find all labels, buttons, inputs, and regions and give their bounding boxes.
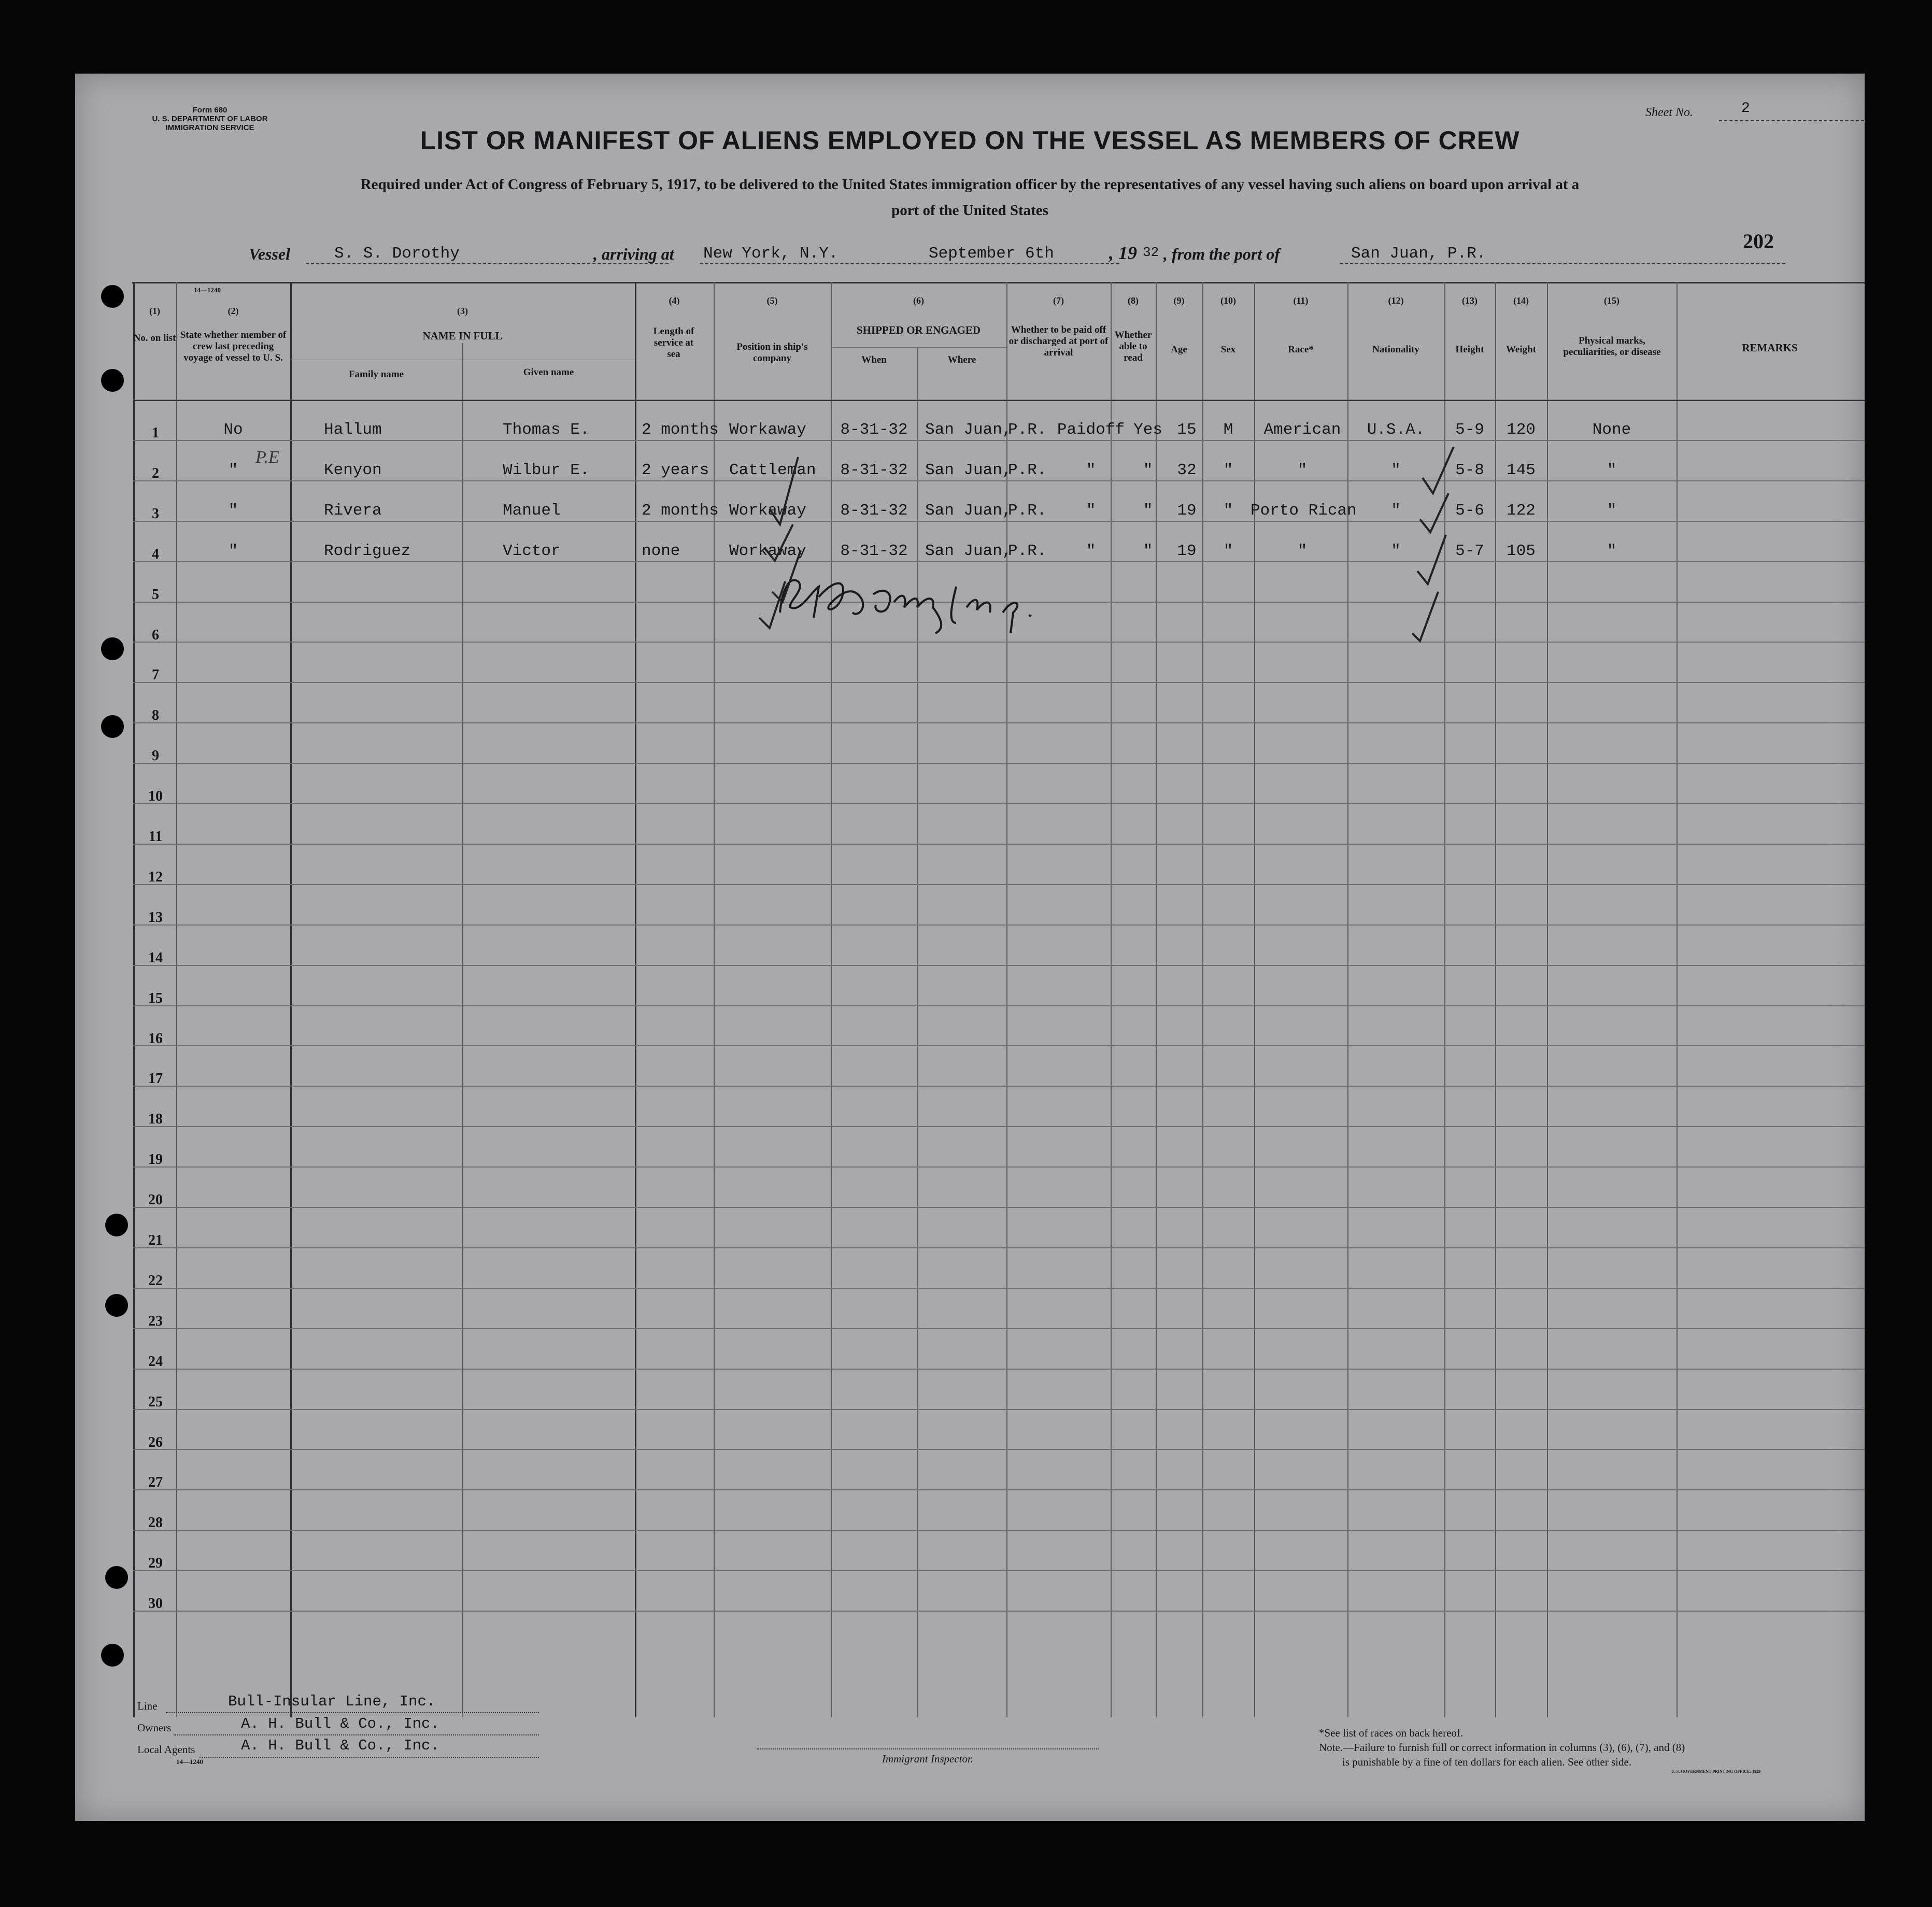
row-number: 23 bbox=[148, 1313, 163, 1329]
row-line bbox=[133, 1409, 1865, 1410]
weight-cell: 105 bbox=[1507, 542, 1536, 560]
able-to-read-cell: Yes bbox=[1133, 421, 1162, 439]
owners-fill bbox=[174, 1734, 539, 1735]
owners-label: Owners bbox=[137, 1721, 172, 1734]
col-14-number: (14) bbox=[1513, 295, 1529, 306]
col-4-number: (4) bbox=[669, 295, 680, 306]
row-number: 8 bbox=[152, 707, 159, 723]
col-2-header: State whether member of crew last preceding voyage of vessel to U. S. bbox=[180, 330, 287, 363]
sheet-number: 2 bbox=[1741, 101, 1750, 117]
row-number: 30 bbox=[148, 1596, 163, 1612]
col-12-number: (12) bbox=[1388, 295, 1404, 306]
row-number: 24 bbox=[148, 1354, 163, 1370]
binder-hole bbox=[101, 285, 124, 308]
vessel-name: S. S. Dorothy bbox=[334, 245, 460, 263]
col-line bbox=[176, 282, 177, 1717]
shipped-where-cell: San Juan, bbox=[925, 421, 1012, 439]
given-name-cell: Victor bbox=[503, 542, 561, 560]
nationality-cell: " bbox=[1391, 502, 1401, 520]
row-number: 26 bbox=[148, 1434, 163, 1450]
family-name-cell: Hallum bbox=[324, 421, 382, 439]
sex-cell: " bbox=[1223, 542, 1233, 560]
inspector-fill bbox=[757, 1748, 1099, 1749]
row-line bbox=[133, 1489, 1865, 1490]
row-number: 28 bbox=[148, 1515, 163, 1531]
department: U. S. DEPARTMENT OF LABOR bbox=[152, 115, 268, 123]
col-8-number: (8) bbox=[1128, 295, 1139, 306]
previous-voyage-cell: No bbox=[223, 421, 243, 439]
col-2-number: (2) bbox=[228, 306, 239, 316]
inspector-signature bbox=[770, 566, 1091, 638]
col-3-header: NAME IN FULL bbox=[422, 330, 503, 342]
nationality-cell: U.S.A. bbox=[1367, 421, 1425, 439]
weight-cell: 122 bbox=[1507, 502, 1536, 520]
row-number: 12 bbox=[148, 869, 163, 885]
col-6-number: (6) bbox=[913, 295, 924, 306]
line-label: Line bbox=[137, 1700, 158, 1712]
row-line bbox=[133, 1247, 1865, 1248]
agents-value: A. H. Bull & Co., Inc. bbox=[241, 1737, 439, 1754]
row-number: 4 bbox=[152, 546, 159, 562]
line-value: Bull-Insular Line, Inc. bbox=[228, 1693, 436, 1710]
row-line bbox=[133, 1045, 1865, 1046]
weight-cell: 120 bbox=[1507, 421, 1536, 439]
able-to-read-cell: " bbox=[1143, 542, 1153, 560]
arrival-date: September 6th bbox=[929, 245, 1054, 263]
page-number: 202 bbox=[1743, 230, 1774, 253]
shipped-when-cell: 8-31-32 bbox=[840, 502, 908, 520]
paid-off-cell: " bbox=[1086, 461, 1096, 479]
col-9-number: (9) bbox=[1173, 295, 1185, 306]
able-to-read-cell: " bbox=[1143, 502, 1153, 520]
paid-off-cell: " bbox=[1086, 542, 1096, 560]
col-6b-header: Where bbox=[947, 354, 976, 365]
row-number: 6 bbox=[152, 627, 159, 643]
age-cell: 32 bbox=[1177, 461, 1197, 479]
service-length-cell: 2 years bbox=[642, 461, 709, 479]
row-line bbox=[133, 722, 1865, 723]
sex-cell: M bbox=[1223, 421, 1233, 439]
agents-label: Local Agents bbox=[137, 1743, 195, 1756]
col-4-header: Length of service at sea bbox=[653, 326, 694, 360]
row-number: 1 bbox=[152, 425, 159, 441]
row-line bbox=[133, 844, 1865, 845]
form-number: Form 680 bbox=[192, 106, 228, 115]
footnotes bbox=[1319, 1726, 1685, 1769]
nationality-cell: " bbox=[1391, 461, 1401, 479]
col-11-number: (11) bbox=[1293, 295, 1309, 306]
col-6-header: SHIPPED OR ENGAGED bbox=[856, 324, 981, 336]
printer-imprint: U. S. GOVERNMENT PRINTING OFFICE: 1929 bbox=[1671, 1769, 1761, 1774]
row-line bbox=[133, 1369, 1865, 1370]
from-port-label: , from the port of bbox=[1163, 245, 1280, 263]
row-line bbox=[133, 1288, 1865, 1289]
row-number: 5 bbox=[152, 587, 159, 603]
position-cell: Workaway bbox=[729, 502, 806, 520]
row-line bbox=[133, 682, 1865, 683]
row-number: 21 bbox=[148, 1232, 163, 1248]
service-length-cell: 2 months bbox=[642, 502, 719, 520]
header-bottom-line bbox=[133, 400, 1865, 401]
row-number: 22 bbox=[148, 1273, 163, 1289]
line-fill bbox=[166, 1712, 539, 1713]
col-15-header: Physical marks, peculiarities, or disease bbox=[1563, 335, 1661, 358]
row-line bbox=[133, 803, 1865, 804]
signature-text bbox=[847, 620, 850, 621]
arriving-fill-line bbox=[700, 263, 1119, 264]
row-number: 10 bbox=[148, 788, 163, 804]
row-number: 20 bbox=[148, 1192, 163, 1208]
row-line bbox=[133, 924, 1865, 926]
row-line bbox=[133, 1086, 1865, 1087]
shipped-when-cell: 8-31-32 bbox=[840, 461, 908, 479]
shipped-where-2-cell: P.R. bbox=[1008, 542, 1047, 560]
binder-hole bbox=[101, 715, 124, 738]
row-line bbox=[133, 884, 1865, 885]
col-line bbox=[1677, 282, 1678, 1717]
paid-off-cell: " bbox=[1086, 502, 1096, 520]
height-cell: 5-8 bbox=[1455, 461, 1484, 479]
race-cell: American bbox=[1263, 421, 1341, 439]
form-code: 14—1240 bbox=[176, 1758, 203, 1766]
agents-fill bbox=[200, 1757, 539, 1758]
height-cell: 5-9 bbox=[1455, 421, 1484, 439]
row-number: 7 bbox=[152, 667, 159, 683]
col-15-number: (15) bbox=[1604, 295, 1620, 306]
age-cell: 19 bbox=[1177, 542, 1197, 560]
page-title: LIST OR MANIFEST OF ALIENS EMPLOYED ON THE VESSEL AS MEMBERS OF CREW bbox=[420, 126, 1520, 155]
previous-voyage-cell: " bbox=[228, 502, 238, 520]
inspector-label: Immigrant Inspector. bbox=[882, 1753, 974, 1765]
remarks-header: REMARKS bbox=[1742, 341, 1798, 354]
sheet-number-line bbox=[1719, 120, 1864, 121]
position-cell: Workaway bbox=[729, 421, 806, 439]
row-line bbox=[133, 1449, 1865, 1450]
row-line bbox=[133, 1570, 1865, 1571]
given-name-cell: Thomas E. bbox=[503, 421, 590, 439]
family-name-cell: Rivera bbox=[324, 502, 382, 520]
row-number: 2 bbox=[152, 465, 159, 481]
row-line bbox=[133, 1611, 1865, 1612]
departure-port: San Juan, P.R. bbox=[1351, 245, 1486, 263]
row-line bbox=[133, 1530, 1865, 1531]
binder-hole bbox=[101, 1644, 124, 1667]
binder-hole bbox=[101, 369, 124, 392]
previous-voyage-cell: " bbox=[228, 461, 238, 479]
sex-cell: " bbox=[1223, 502, 1233, 520]
col-6a-header: When bbox=[861, 354, 887, 365]
col-13-number: (13) bbox=[1462, 295, 1478, 306]
footnote-races: *See list of races on back hereof. bbox=[1319, 1727, 1464, 1739]
col-3-number: (3) bbox=[457, 306, 468, 316]
family-name-cell: Kenyon bbox=[324, 461, 382, 479]
col-7-number: (7) bbox=[1053, 295, 1064, 306]
col-8-header: Whether able to read bbox=[1114, 330, 1152, 363]
subtitle-line-1: Required under Act of Congress of February 5, 1917, to be delivered to the United States immigration officer by the representatives of any vessel having such aliens on board upon arrival at a bbox=[360, 176, 1580, 193]
row-number: 9 bbox=[152, 748, 159, 764]
year-prefix: , 19 bbox=[1109, 243, 1137, 263]
shipped-when-cell: 8-31-32 bbox=[840, 542, 908, 560]
col-13-header: Height bbox=[1455, 344, 1484, 355]
row-number: 27 bbox=[148, 1474, 163, 1490]
arrival-port: New York, N.Y. bbox=[703, 245, 839, 263]
row-number: 17 bbox=[148, 1071, 163, 1087]
col-3b-header: Given name bbox=[523, 367, 574, 378]
row-line bbox=[133, 1207, 1865, 1208]
row-number: 13 bbox=[148, 909, 163, 926]
col-line bbox=[462, 343, 463, 1717]
shipped-when-cell: 8-31-32 bbox=[840, 421, 908, 439]
row-line bbox=[133, 1328, 1865, 1329]
arriving-label: , arriving at bbox=[593, 245, 674, 263]
row-number: 14 bbox=[148, 950, 163, 966]
physical-marks-cell: " bbox=[1607, 502, 1617, 520]
row-number: 11 bbox=[148, 829, 163, 845]
previous-voyage-cell: " bbox=[228, 542, 238, 560]
position-cell: Cattleman bbox=[729, 461, 816, 479]
nationality-cell: " bbox=[1391, 542, 1401, 560]
race-cell: " bbox=[1297, 461, 1308, 479]
col-10-number: (10) bbox=[1220, 295, 1236, 306]
binder-hole bbox=[105, 1214, 128, 1236]
row-number: 29 bbox=[148, 1555, 163, 1571]
owners-value: A. H. Bull & Co., Inc. bbox=[241, 1715, 439, 1732]
row-number: 15 bbox=[148, 990, 163, 1006]
family-name-cell: Rodriguez bbox=[324, 542, 411, 560]
arrival-year: 32 bbox=[1143, 245, 1159, 260]
subtitle-line-2: port of the United States bbox=[891, 202, 1048, 219]
footnote-penalty-2: is punishable by a fine of ten dollars for each alien. See other side. bbox=[1342, 1756, 1632, 1768]
from-port-fill-line bbox=[1340, 263, 1785, 264]
race-cell: " bbox=[1297, 542, 1308, 560]
col-line bbox=[1547, 282, 1548, 1717]
col-1-header: No. on list bbox=[133, 333, 176, 344]
physical-marks-cell: " bbox=[1607, 542, 1617, 560]
able-to-read-cell: " bbox=[1143, 461, 1153, 479]
service-length-cell: none bbox=[642, 542, 680, 560]
col-2-code: 14—1240 bbox=[194, 286, 221, 294]
row-line bbox=[133, 1166, 1865, 1168]
col-7-header: Whether to be paid off or discharged at port of arrival bbox=[1008, 324, 1109, 358]
shipped-where-2-cell: P.R. bbox=[1008, 502, 1047, 520]
shipped-where-2-cell: P.R. bbox=[1008, 421, 1047, 439]
shipped-where-cell: San Juan, bbox=[925, 542, 1012, 560]
physical-marks-cell: None bbox=[1592, 421, 1631, 439]
service-length-cell: 2 months bbox=[642, 421, 719, 439]
col-10-header: Sex bbox=[1220, 344, 1236, 355]
table-top-border bbox=[132, 282, 1865, 283]
row-line bbox=[133, 763, 1865, 764]
physical-marks-cell: " bbox=[1607, 461, 1617, 479]
position-cell: Workaway bbox=[729, 542, 806, 560]
row-number: 19 bbox=[148, 1151, 163, 1168]
row-line bbox=[133, 440, 1865, 441]
age-cell: 15 bbox=[1177, 421, 1197, 439]
binder-hole bbox=[105, 1294, 128, 1317]
paid-off-cell: Paidoff bbox=[1057, 421, 1125, 439]
col-11-header: Race* bbox=[1288, 344, 1314, 355]
row-number: 25 bbox=[148, 1394, 163, 1410]
row-number: 3 bbox=[152, 506, 159, 522]
row-line bbox=[133, 1005, 1865, 1006]
col-1-number: (1) bbox=[149, 306, 160, 316]
sheet-number-label: Sheet No. bbox=[1645, 106, 1693, 119]
sex-cell: " bbox=[1223, 461, 1233, 479]
col-line bbox=[635, 282, 636, 1717]
col-line bbox=[290, 282, 292, 1717]
shipped-where-2-cell: P.R. bbox=[1008, 461, 1047, 479]
service: IMMIGRATION SERVICE bbox=[165, 123, 254, 132]
col-9-header: Age bbox=[1171, 344, 1187, 355]
row-line bbox=[133, 965, 1865, 966]
handwritten-note: P.E bbox=[255, 448, 279, 467]
col-14-header: Weight bbox=[1505, 344, 1537, 355]
given-name-cell: Manuel bbox=[503, 502, 561, 520]
given-name-cell: Wilbur E. bbox=[503, 461, 590, 479]
age-cell: 19 bbox=[1177, 502, 1197, 520]
vessel-label: Vessel bbox=[249, 245, 290, 263]
row-number: 18 bbox=[148, 1111, 163, 1127]
col-5-header: Position in ship's company bbox=[736, 341, 808, 364]
height-cell: 5-7 bbox=[1455, 542, 1484, 560]
shipped-where-cell: San Juan, bbox=[925, 461, 1012, 479]
col-12-header: Nationality bbox=[1372, 344, 1419, 355]
col-3a-header: Family name bbox=[348, 369, 404, 380]
col-5-number: (5) bbox=[766, 295, 778, 306]
row-number: 16 bbox=[148, 1031, 163, 1047]
subheader-line bbox=[831, 347, 1006, 348]
shipped-where-cell: San Juan, bbox=[925, 502, 1012, 520]
binder-hole bbox=[105, 1566, 128, 1589]
manifest-sheet bbox=[75, 74, 1865, 1821]
footnote-penalty: Note.—Failure to furnish full or correct information in columns (3), (6), (7), and (8) bbox=[1319, 1741, 1685, 1754]
row-line bbox=[133, 1126, 1865, 1127]
binder-hole bbox=[101, 637, 124, 660]
weight-cell: 145 bbox=[1507, 461, 1536, 479]
race-cell: Porto Rican bbox=[1251, 502, 1357, 520]
height-cell: 5-6 bbox=[1455, 502, 1484, 520]
